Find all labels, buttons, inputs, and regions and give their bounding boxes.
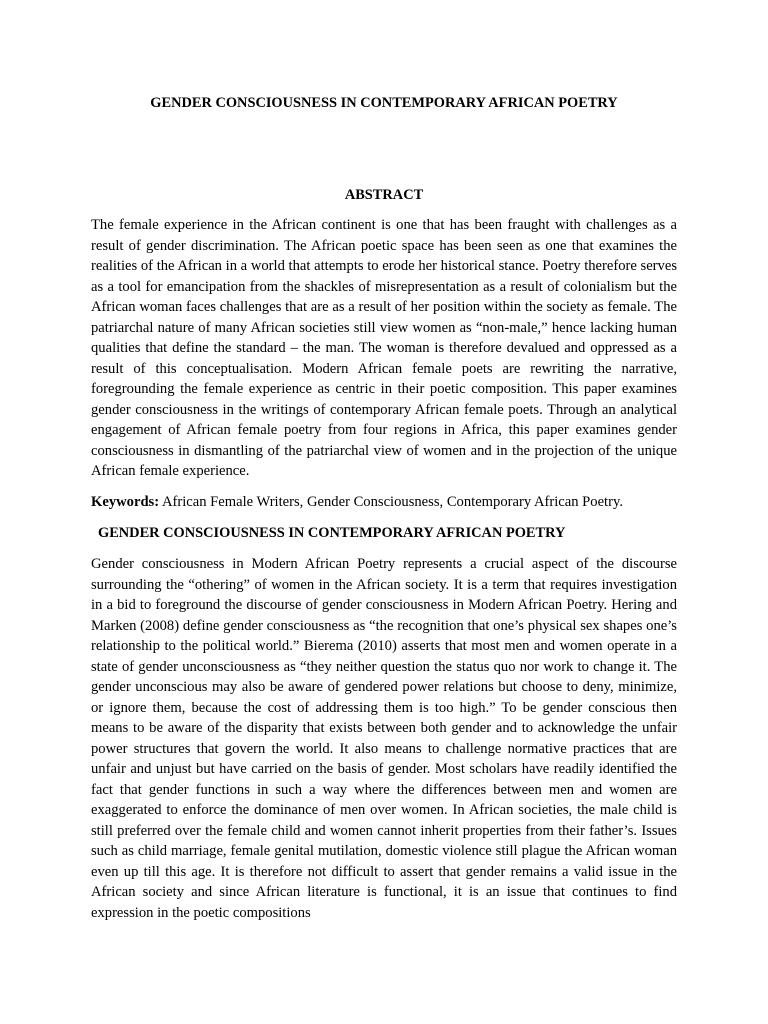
abstract-paragraph: The female experience in the African continent is one that has been fraught with challenges as a result of gender discrimination. The African poetic space has been seen as one that examines the realities of the African in a world that attempts to erode her historical stance. Poetry therefore serves as a tool for emancipation from the shackles of misrepresentation as a result of colonialism but the African woman faces challenges that are as a result of her position within the society as female. The patriarchal nature of many African societies still view women as “non-male,” hence lacking human qualities that define the standard – the man. The woman is therefore devalued and oppressed as a result of this conceptualisation. Modern African female poets are rewriting the narrative, foregrounding the female experience as centric in their poetic composition. This paper examines gender consciousness in the writings of contemporary African female poets. Through an analytical engagement of African female poetry from four regions in Africa, this paper examines gender consciousness in dismantling of the patriarchal view of women and in the projection of the unique African female experience. bbox=[91, 217, 677, 479]
section-heading: GENDER CONSCIOUSNESS IN CONTEMPORARY AFRICAN POETRY bbox=[98, 525, 566, 541]
keywords-line bbox=[91, 492, 677, 513]
body-paragraph: Gender consciousness in Modern African Poetry represents a crucial aspect of the discourse surrounding the “othering” of women in the African society. It is a term that requires investigation in a bid to foreground the discourse of gender consciousness in Modern African Poetry. Hering and Marken (2008) define gender consciousness as “the recognition that one’s physical sex shapes one’s relationship to the political world.” Bierema (2010) asserts that most men and women operate in a state of gender unconsciousness as “they neither question the status quo nor work to change it. The gender unconscious may also be aware of gendered power relations but choose to deny, minimize, or ignore them, because the cost of addressing them is too high.” To be gender conscious then means to be aware of the disparity that exists between both gender and to acknowledge the unfair power structures that govern the world. It also means to challenge normative practices that are unfair and unjust but have carried on the basis of gender. Most scholars have readily identified the fact that gender functions in such a way where the differences between men and women are exaggerated to enforce the dominance of men over women. In African societies, the male child is still preferred over the female child and women cannot inherit properties from their father’s. Issues such as child marriage, female genital mutilation, domestic violence still plague the African woman even up till this age. It is therefore not difficult to assert that gender remains a valid issue in the African society and since African literature is functional, it is an issue that continues to find expression in the poetic compositions bbox=[91, 556, 677, 921]
keywords-label: Keywords: bbox=[91, 494, 160, 510]
page-title: GENDER CONSCIOUSNESS IN CONTEMPORARY AFRICAN POETRY bbox=[150, 95, 618, 111]
keywords-list: African Female Writers, Gender Consciousness, Contemporary African Poetry. bbox=[159, 494, 623, 510]
abstract-heading: ABSTRACT bbox=[344, 187, 424, 203]
